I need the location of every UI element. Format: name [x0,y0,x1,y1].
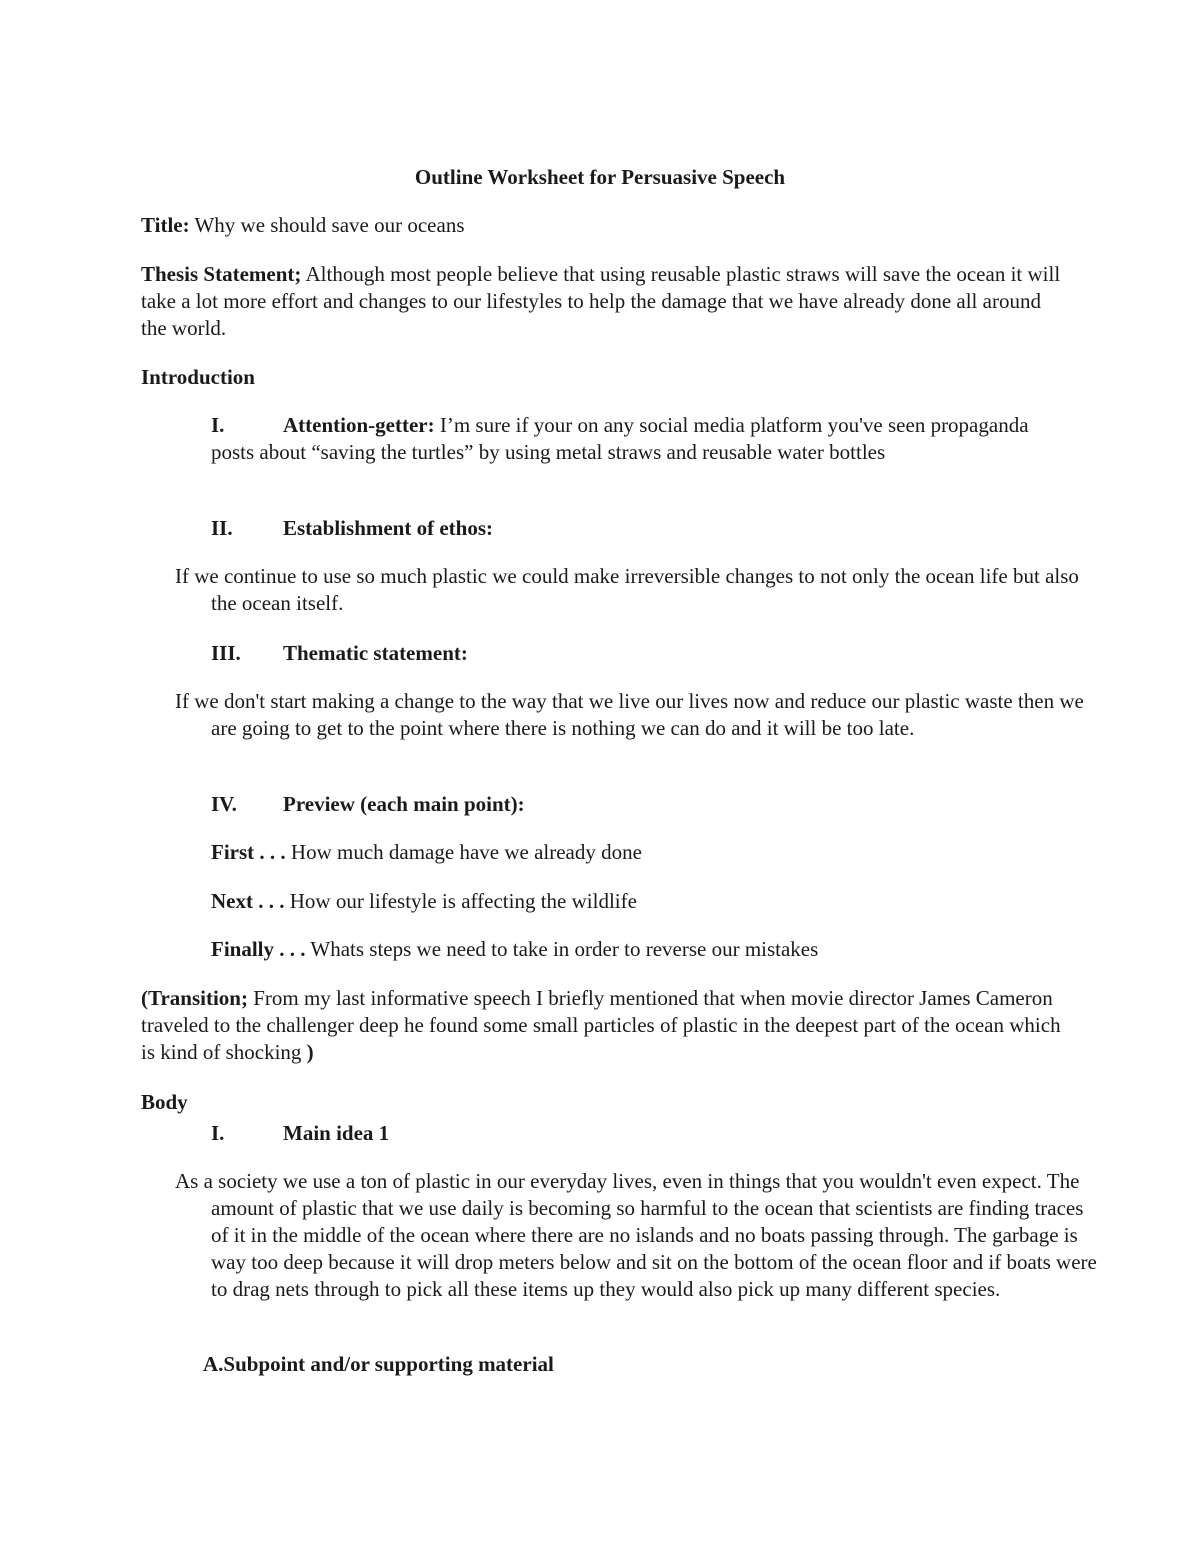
preview-first-label: First . . . [211,840,286,864]
ethos-numeral: II. [211,516,233,540]
thesis-text: Although most people believe that using reusable plastic straws will save the ocean it will take a lot more effort and changes to our lifestyles to help the damage that we have already done all around the world. [141,262,1061,340]
preview-label: Preview (each main point): [283,792,525,816]
introduction-heading: Introduction [141,365,255,389]
main-idea-1-numeral: I. [211,1121,225,1145]
attention-label: Attention-getter: [283,413,435,437]
transition-open: (Transition; [141,986,248,1010]
main-idea-1-text: As a society we use a ton of plastic in our everyday lives, even in things that you wouldn't even expect. The amount of plastic that we use daily is becoming so harmful to the ocean that scientists are finding traces of it in the middle of the ocean where there are no islands and no boats passing through. The garbage is way too deep because it will drop meters below and sit on the bottom of the ocean floor and if boats were to drag nets through to pick all these items up they would also pick up many different species. [175,1169,1097,1301]
ethos-text: If we continue to use so much plastic we could make irreversible changes to not only the ocean life but also the ocean itself. [175,564,1079,615]
speech-title-text: Why we should save our oceans [189,213,465,237]
attention-numeral: I. [211,413,225,437]
ethos-label: Establishment of ethos: [283,516,494,540]
subpoint-letter: A. [203,1352,224,1376]
preview-finally-text: Whats steps we need to take in order to reverse our mistakes [305,937,819,961]
transition-close: ) [306,1040,314,1064]
speech-title-label: Title: [141,213,190,237]
attention-getter [211,412,1071,466]
preview-finally [211,936,1071,963]
thesis-statement [141,261,1071,342]
subpoint-label: Subpoint and/or supporting material [223,1352,554,1376]
thematic-numeral: III. [211,641,241,665]
preview-first [211,839,1071,866]
attention-text: I’m sure if your on any social media platform you've seen propaganda posts about “saving the turtles” by using metal straws and reusable water bottles [211,413,1029,464]
thesis-label: Thesis Statement; [141,262,302,286]
transition [141,985,1071,1066]
speech-title-line [141,212,1071,239]
transition-text: From my last informative speech I briefly mentioned that when movie director James Cameron traveled to the challenger deep he found some small particles of plastic in the deepest part of the ocean which is kind of shocking [141,986,1061,1064]
thematic-label: Thematic statement: [283,641,468,665]
document-title: Outline Worksheet for Persuasive Speech [414,165,786,189]
thematic-text: If we don't start making a change to the way that we live our lives now and reduce our plastic waste then we are going to get to the point where there is nothing we can do and it will be too late. [175,689,1084,740]
main-idea-1-label: Main idea 1 [283,1121,390,1145]
preview-numeral: IV. [211,792,237,816]
preview-next-text: How our lifestyle is affecting the wildlife [284,889,637,913]
preview-first-text: How much damage have we already done [285,840,642,864]
preview-next-label: Next . . . [211,889,285,913]
preview-next [211,888,1071,915]
subpoint-a [203,1351,903,1378]
body-heading: Body [141,1090,188,1114]
preview-finally-label: Finally . . . [211,937,306,961]
